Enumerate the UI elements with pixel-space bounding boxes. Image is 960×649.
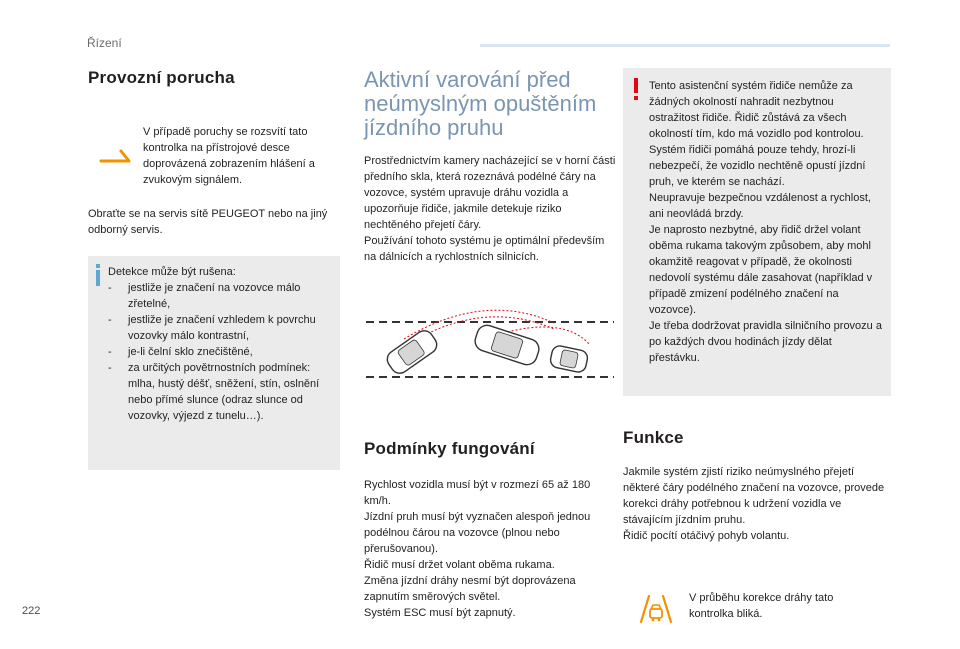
warning-text: Je třeba dodržovat pravidla silničního provozu a po každých dvou hodinách jízdy dělat přestávku. [649, 320, 882, 364]
column-right [623, 68, 891, 624]
exclamation-icon [633, 78, 639, 105]
column-left [88, 68, 340, 470]
function-text [623, 464, 891, 544]
list-item: Rychlost vozidla musí být v rozmezí 65 až 180 km/h. [364, 479, 591, 507]
header-divider [480, 44, 890, 47]
fault-text: V případě poruchy se rozsvítí tato kontrolka na přístrojové desce doprovázená zobrazením hlášení a zvukovým signálem. [143, 126, 315, 186]
warning-text: Je naprosto nezbytné, aby řidič držel volant oběma rukama takovým způsobem, aby mohl okamžitě reagovat v případě, že okolnosti nedovolí systému dále zasahovat (například v případě zmizení podélného značení na vozovce). [649, 224, 873, 316]
info-title: Detekce může být rušena: [108, 266, 236, 278]
service-text: Obraťte se na servis sítě PEUGEOT nebo na jiný odborný servis. [88, 208, 328, 236]
info-list [108, 280, 332, 424]
conditions-heading: Podmínky fungování [364, 439, 535, 458]
heading-line: jízdního pruhu [364, 115, 504, 140]
lane-illustration [364, 297, 616, 397]
section-label: Řízení [87, 36, 122, 50]
function-heading: Funkce [623, 428, 684, 447]
function-paragraph: Řidič pocítí otáčivý pohyb volantu. [623, 530, 790, 542]
list-item: Jízdní pruh musí být vyznačen alespoň jednou podélnou čárou na vozovce (plnou nebo přerušovanou). [364, 511, 591, 555]
list-item: Řidič musí držet volant oběma rukama. [364, 559, 555, 571]
info-bar-icon [96, 264, 101, 291]
blink-row [623, 590, 891, 624]
lane-assist-fault-icon [88, 124, 143, 188]
lane-keep-assist-icon [623, 590, 689, 624]
lane-assist-heading [364, 68, 616, 140]
list-item: Změna jízdní dráhy nesmí být doprovázena zapnutím směrových světel. [364, 575, 576, 603]
list-item: Systém ESC musí být zapnutý. [364, 607, 516, 619]
list-item: - za určitých povětrnostních podmínek: mlha, hustý déšť, sněžení, stín, oslnění nebo přímé slunce (odraz slunce od vozovky, výjezd z tunelu…). [108, 360, 332, 424]
intro-text-2: Používání tohoto systému je optimální především na dálnicích a rychlostních silnicích. [364, 235, 605, 263]
list-item: - jestliže je značení na vozovce málo zřetelné, [108, 280, 332, 312]
conditions-list [364, 477, 616, 621]
warning-text: Neupravuje bezpečnou vzdálenost a rychlost, ani neovládá brzdy. [649, 192, 871, 220]
function-paragraph: Jakmile systém zjistí riziko neúmyslného přejetí některé čáry podélného značení na vozovce, provede korekci dráhy potřebnou k udržení vozidla ve stávajícím jízdním pruhu. [623, 466, 885, 526]
info-box [88, 256, 340, 470]
warning-text: Systém řidiči pomáhá pouze tehdy, hrozí-li nebezpečí, že vozidlo nechtěně opustí jízdní pruh, ve kterém se nachází. [649, 144, 866, 188]
blink-text: V průběhu korekce dráhy tato kontrolka bliká. [689, 592, 834, 620]
heading-line: neúmyslným opuštěním [364, 91, 597, 116]
fault-heading: Provozní porucha [88, 68, 235, 87]
list-item: - je-li čelní sklo znečištěné, [108, 344, 332, 360]
warning-text: Tento asistenční systém řidiče nemůže za žádných okolností nahradit nezbytnou ostražitost řidiče. Řidič zůstává za všech okolností tím, kdo má vozidlo pod kontrolou. [649, 80, 864, 140]
list-item: - jestliže je značení vzhledem k povrchu vozovky málo kontrastní, [108, 312, 332, 344]
fault-row [88, 124, 340, 188]
column-middle [364, 68, 616, 621]
intro-text: Prostřednictvím kamery nacházející se v horní části předního skla, která rozeznává podélné čáry na vozovce, systém upravuje dráhu vozidla a upozorňuje řidiče, jakmile detekuje riziko nechtěného přejetí čáry. [364, 155, 616, 231]
page-number: 222 [22, 605, 41, 617]
warning-box [623, 68, 891, 396]
heading-line: Aktivní varování před [364, 67, 571, 92]
